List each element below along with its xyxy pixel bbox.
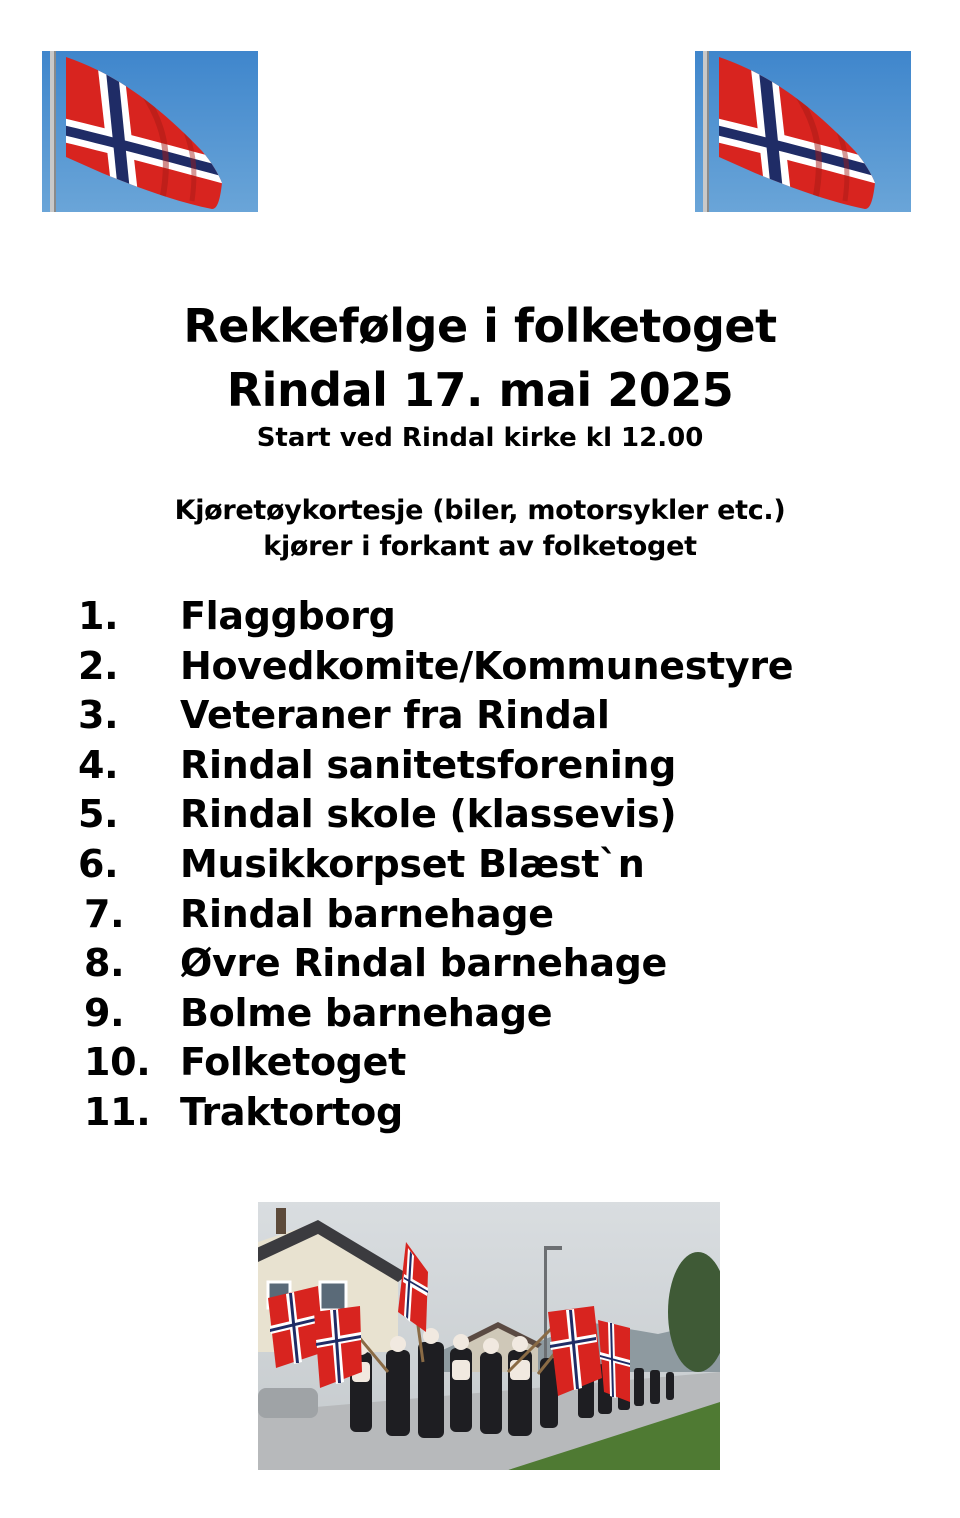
item-number: 2. [78, 643, 119, 688]
norwegian-flag-photo-left [42, 51, 258, 212]
item-number: 5. [78, 792, 119, 837]
norwegian-flag-photo-right [695, 51, 911, 212]
list-item [0, 938, 960, 988]
item-label: Rindal skole (klassevis) [180, 792, 677, 837]
list-item [0, 1087, 960, 1137]
list-item [0, 740, 960, 790]
list-item [0, 1037, 960, 1087]
list-item [0, 591, 960, 641]
list-item [0, 889, 960, 939]
item-number: 7. [84, 891, 125, 936]
item-label: Rindal sanitetsforening [180, 742, 677, 787]
list-item [0, 641, 960, 691]
list-item [0, 839, 960, 889]
item-label: Veteraner fra Rindal [180, 693, 610, 738]
page-title: Rekkefølge i folketoget [183, 299, 777, 353]
list-item [0, 988, 960, 1038]
item-label: Traktortog [180, 1089, 403, 1134]
item-label: Øvre Rindal barnehage [180, 941, 668, 986]
item-number: 10. [84, 1040, 151, 1085]
item-number: 9. [84, 990, 125, 1035]
vehicle-note-line2: kjører i forkant av folketoget [263, 531, 697, 562]
item-label: Hovedkomite/Kommunestyre [180, 643, 794, 688]
item-number: 6. [78, 841, 119, 886]
start-info: Start ved Rindal kirke kl 12.00 [256, 423, 704, 453]
item-label: Flaggborg [180, 594, 396, 638]
item-number: 1. [78, 594, 119, 638]
item-label: Bolme barnehage [180, 990, 553, 1035]
list-item [0, 789, 960, 839]
item-number: 4. [78, 742, 119, 787]
item-label: Rindal barnehage [180, 891, 554, 936]
page-title-date: Rindal 17. mai 2025 [226, 363, 734, 417]
item-number: 11. [84, 1089, 151, 1134]
vehicle-note-line1: Kjøretøykortesje (biler, motorsykler etc.) [174, 495, 786, 526]
parade-order-list [0, 591, 960, 1137]
item-number: 8. [84, 941, 125, 986]
item-number: 3. [78, 693, 119, 738]
parade-photo [258, 1202, 720, 1470]
item-label: Folketoget [180, 1040, 406, 1085]
list-item [0, 690, 960, 740]
item-label: Musikkorpset Blæst`n [180, 841, 645, 886]
